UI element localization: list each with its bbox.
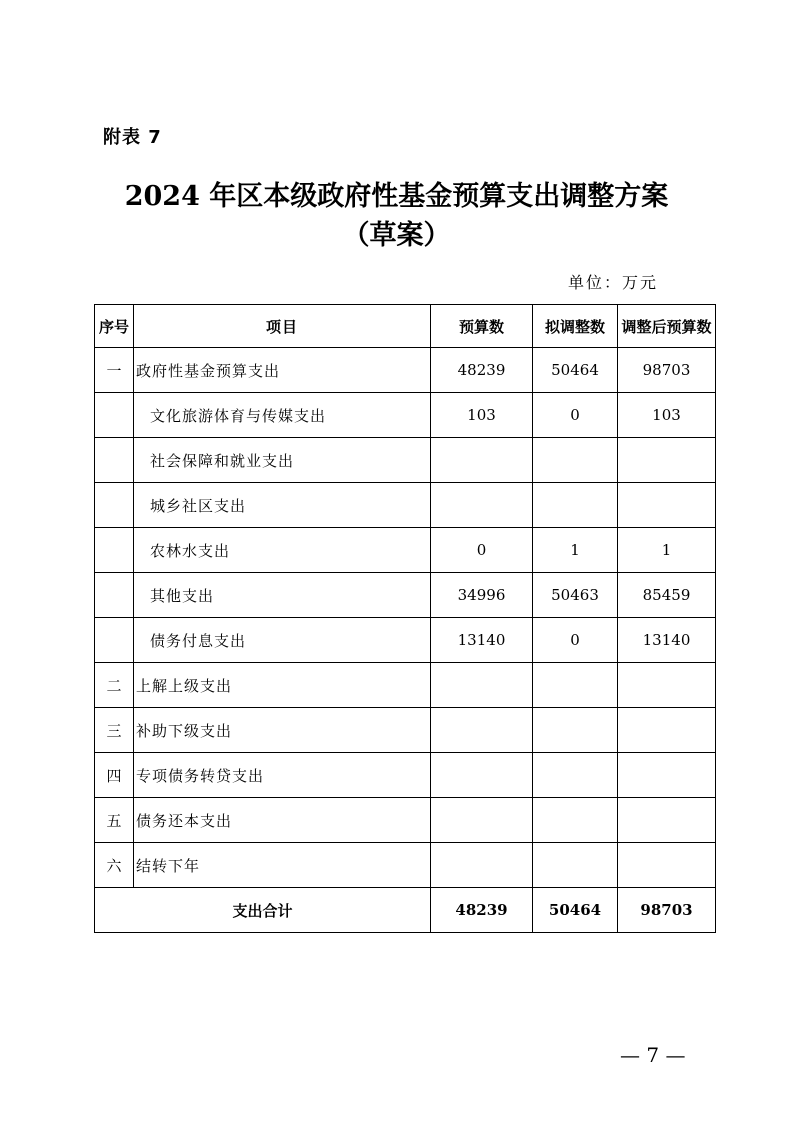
row-item: 城乡社区支出 — [134, 483, 431, 528]
page-title: 2024 年区本级政府性基金预算支出调整方案 — [124, 181, 669, 212]
row-budget — [431, 708, 533, 753]
table-row — [95, 663, 716, 708]
header-budget: 预算数 — [431, 305, 533, 348]
page-number: — 7 — — [620, 1043, 686, 1067]
row-item: 债务付息支出 — [134, 618, 431, 663]
row-after — [618, 708, 716, 753]
table-row — [95, 843, 716, 888]
row-seq: 一 — [95, 348, 134, 393]
row-budget — [431, 483, 533, 528]
row-adjust — [533, 753, 618, 798]
row-item: 其他支出 — [134, 573, 431, 618]
row-budget — [431, 438, 533, 483]
row-adjust — [533, 843, 618, 888]
row-budget — [431, 663, 533, 708]
row-adjust: 1 — [533, 528, 618, 573]
row-seq — [95, 528, 134, 573]
row-seq: 三 — [95, 708, 134, 753]
row-item: 专项债务转贷支出 — [134, 753, 431, 798]
row-after: 98703 — [618, 348, 716, 393]
row-budget — [431, 798, 533, 843]
row-adjust — [533, 798, 618, 843]
row-item: 补助下级支出 — [134, 708, 431, 753]
row-seq: 二 — [95, 663, 134, 708]
header-after: 调整后预算数 — [618, 305, 716, 348]
row-seq: 四 — [95, 753, 134, 798]
table-row — [95, 393, 716, 438]
row-budget: 34996 — [431, 573, 533, 618]
total-budget: 48239 — [431, 888, 533, 933]
row-after: 103 — [618, 393, 716, 438]
table-row — [95, 528, 716, 573]
row-item: 农林水支出 — [134, 528, 431, 573]
row-after — [618, 843, 716, 888]
row-adjust — [533, 663, 618, 708]
row-item: 文化旅游体育与传媒支出 — [134, 393, 431, 438]
row-budget: 13140 — [431, 618, 533, 663]
row-adjust: 50463 — [533, 573, 618, 618]
total-after: 98703 — [618, 888, 716, 933]
row-seq — [95, 393, 134, 438]
row-seq — [95, 438, 134, 483]
table-header-row — [95, 305, 716, 348]
row-seq — [95, 573, 134, 618]
budget-table — [94, 304, 716, 933]
row-after — [618, 483, 716, 528]
header-adjust: 拟调整数 — [533, 305, 618, 348]
attachment-label: 附表 7 — [103, 127, 162, 148]
header-seq: 序号 — [95, 305, 134, 348]
row-budget: 103 — [431, 393, 533, 438]
page-subtitle: （草案） — [342, 220, 451, 251]
header-item: 项目 — [134, 305, 431, 348]
row-budget — [431, 753, 533, 798]
row-adjust — [533, 708, 618, 753]
row-adjust: 0 — [533, 393, 618, 438]
table-row — [95, 573, 716, 618]
row-seq — [95, 618, 134, 663]
row-after — [618, 438, 716, 483]
row-after: 1 — [618, 528, 716, 573]
row-item: 结转下年 — [134, 843, 431, 888]
table-row — [95, 438, 716, 483]
table-row — [95, 753, 716, 798]
row-item: 债务还本支出 — [134, 798, 431, 843]
row-seq: 五 — [95, 798, 134, 843]
table-row — [95, 798, 716, 843]
table-row — [95, 483, 716, 528]
total-label: 支出合计 — [95, 888, 431, 933]
row-after — [618, 753, 716, 798]
row-after — [618, 798, 716, 843]
row-adjust — [533, 483, 618, 528]
row-adjust — [533, 438, 618, 483]
row-after: 13140 — [618, 618, 716, 663]
row-item: 政府性基金预算支出 — [134, 348, 431, 393]
row-after: 85459 — [618, 573, 716, 618]
row-budget: 48239 — [431, 348, 533, 393]
row-seq — [95, 483, 134, 528]
total-row — [95, 888, 716, 933]
row-item: 上解上级支出 — [134, 663, 431, 708]
unit-label: 单位：万元 — [568, 273, 659, 292]
row-adjust: 50464 — [533, 348, 618, 393]
row-adjust: 0 — [533, 618, 618, 663]
row-seq: 六 — [95, 843, 134, 888]
total-adjust: 50464 — [533, 888, 618, 933]
table-row — [95, 618, 716, 663]
table-row — [95, 348, 716, 393]
row-budget: 0 — [431, 528, 533, 573]
row-budget — [431, 843, 533, 888]
table-row — [95, 708, 716, 753]
row-item: 社会保障和就业支出 — [134, 438, 431, 483]
row-after — [618, 663, 716, 708]
